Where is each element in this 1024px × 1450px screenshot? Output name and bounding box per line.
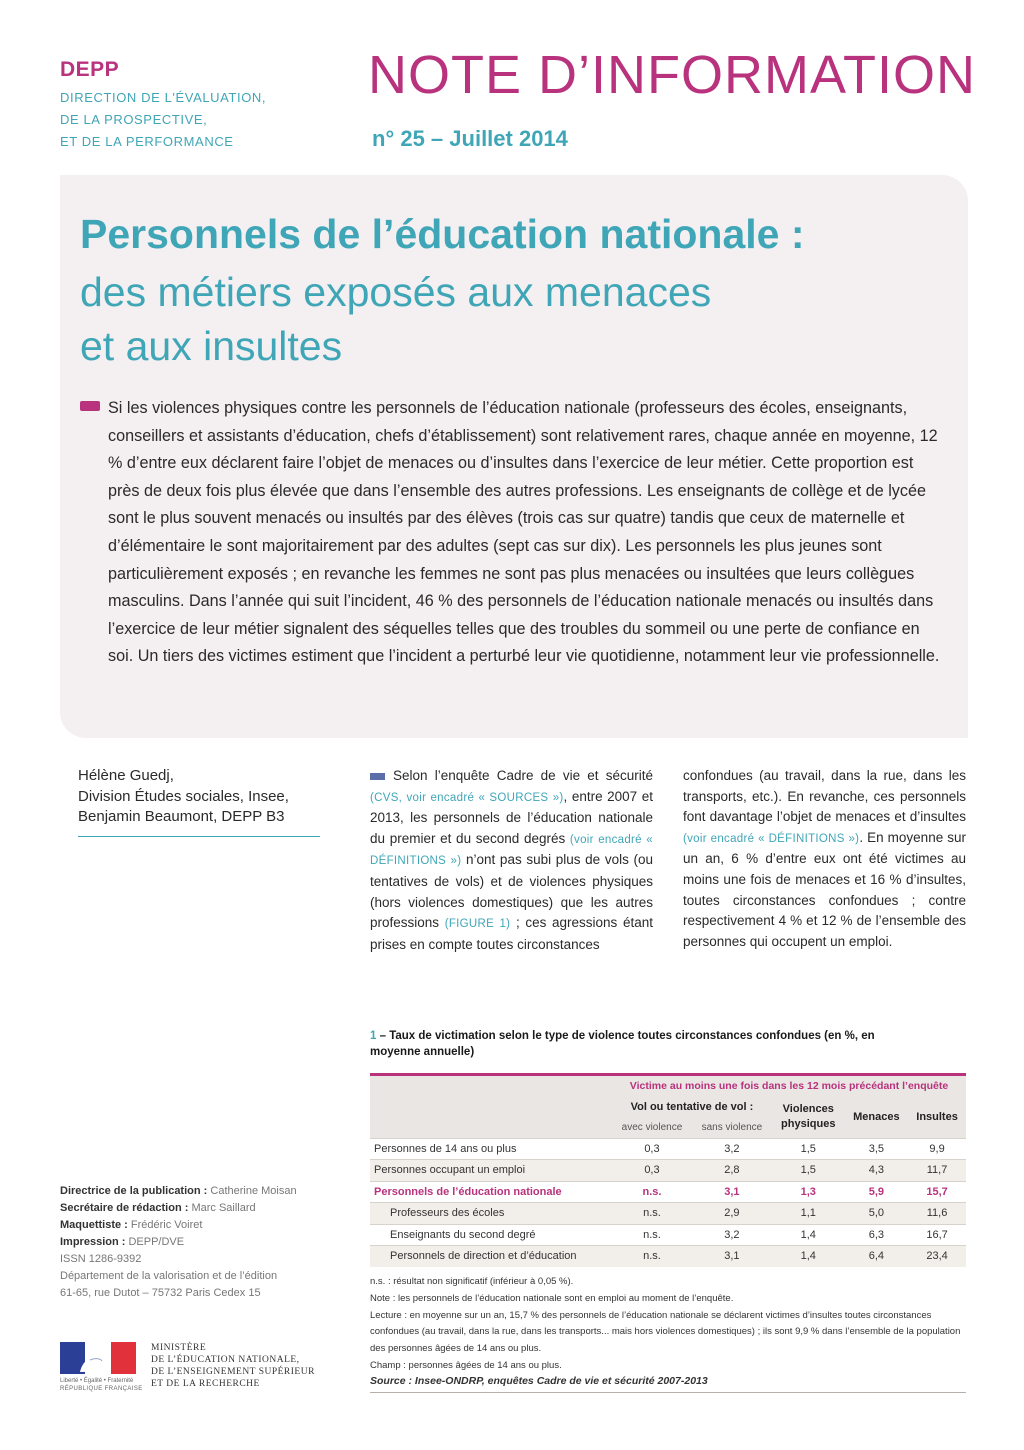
table-cell: 4,3 [845,1160,909,1182]
table-cell: 2,9 [692,1203,772,1225]
table-cell: 3,1 [692,1181,772,1203]
issue-number: n° 25 – Juillet 2014 [372,126,568,151]
org-line: ET DE LA PERFORMANCE [60,134,234,149]
info-value: Frédéric Voiret [130,1219,203,1231]
table-cell: 3,2 [692,1224,772,1246]
cross-reference: (CVS, voir encadré « SOURCES ») [370,791,564,804]
address: 61-65, rue Dutot – 75732 Paris Cedex 15 [60,1287,261,1299]
author-line: Benjamin Beaumont, DEPP B3 [78,808,285,825]
department: Département de la valorisation et de l’édition [60,1270,278,1282]
figure-title [370,1028,890,1060]
table-cell: 0,3 [612,1138,692,1160]
row-label: Personnes de 14 ans ou plus [370,1138,612,1160]
table-cell: 5,9 [845,1181,909,1203]
column-header: Violences physiques [772,1097,845,1139]
figure-notes [370,1274,966,1375]
info-label: Directrice de la publication : [60,1185,208,1197]
logo-republique: RÉPUBLIQUE FRANÇAISE [60,1386,143,1392]
body-text: confondues (au travail, dans la rue, dans les transports, etc.). En revanche, ces personnels font davantage l’objet de menaces et d’insultes [683,768,966,825]
table-cell: 0,3 [612,1160,692,1182]
column-header: sans violence [692,1117,772,1138]
table-cell: 9,9 [908,1138,966,1160]
column-header: Menaces [845,1097,909,1139]
org-name: DEPP [60,58,120,81]
row-label: Personnels de l’éducation nationale [370,1181,612,1203]
body-column-2 [683,766,966,952]
headline: et aux insultes [80,323,343,369]
row-label: Personnels de direction et d’éducation [370,1246,612,1267]
table-cell: 1,5 [772,1138,845,1160]
table-row [370,1138,966,1160]
author-line: Hélène Guedj, [78,767,174,784]
figure-note: Note : les personnels de l’éducation nationale sont en emploi au moment de l’enquête. [370,1292,734,1304]
headline: Personnels de l’éducation nationale : [80,211,805,257]
table-cell: 16,7 [908,1224,966,1246]
info-value: Catherine Moisan [210,1185,297,1197]
column-header: Vol ou tentative de vol : [612,1097,772,1118]
figure-note: Lecture : en moyenne sur un an, 15,7 % des personnels de l’éducation nationale se déclarent victimes d’insultes toutes circonstances confondues (au travail, dans la rue, dans les transports... mais hors violences domestiques) ; ils sont 9,9 % dans l’ensemble de la population des personnes âgées de 14 ans ou plus. [370,1309,961,1355]
table-cell: 11,6 [908,1203,966,1225]
org-line: DE LA PROSPECTIVE, [60,112,208,127]
info-value: DEPP/DVE [128,1236,185,1248]
table-cell: n.s. [612,1224,692,1246]
table-cell: 3,5 [845,1138,909,1160]
row-label: Personnes occupant un emploi [370,1160,612,1182]
table-cell: 1,4 [772,1224,845,1246]
table-cell: 1,1 [772,1203,845,1225]
body-text: n’ont pas subi plus de vols (ou tentatives de vols) et de violences physiques (hors violences domestiques) que les autres professions [370,852,653,931]
body-text: Selon l’enquête Cadre de vie et sécurité [393,768,653,783]
table-cell: 23,4 [908,1246,966,1267]
body-text: ; ces agressions étant prises en compte toutes circonstances [370,915,653,952]
authors [78,766,289,828]
figure-note: Champ : personnes âgées de 14 ans ou plus. [370,1359,562,1371]
table-cell: 5,0 [845,1203,909,1225]
figure-caption: – Taux de victimation selon le type de violence toutes circonstances confondues (en %, en moyenne annuelle) [370,1030,875,1058]
table-cell: 1,3 [772,1181,845,1203]
row-label: Enseignants du second degré [370,1224,612,1246]
row-label: Professeurs des écoles [370,1203,612,1225]
table-cell: 2,8 [692,1160,772,1182]
table-cell: 3,1 [692,1246,772,1267]
table-row [370,1224,966,1246]
publication-info [60,1183,297,1302]
logo-motto: Liberté • Égalité • Fraternité [60,1378,134,1384]
body-column-1 [370,766,653,955]
table-cell: 15,7 [908,1181,966,1203]
divider [78,836,320,837]
table-row [370,1160,966,1182]
cross-reference: (voir encadré « DÉFINITIONS ») [370,833,653,868]
table-cell: 3,2 [692,1138,772,1160]
marianne-flag-logo [60,1342,136,1374]
headline: des métiers exposés aux menaces [80,269,712,315]
info-label: Secrétaire de rédaction : [60,1202,189,1214]
table-cell: n.s. [612,1246,692,1267]
table-cell: n.s. [612,1203,692,1225]
cross-reference: (FIGURE 1) [444,918,511,931]
figure-note: n.s. : résultat non significatif (inférieur à 0,05 %). [370,1276,574,1287]
divider [370,1392,966,1393]
victimation-table [370,1073,966,1267]
author-line: Division Études sociales, Insee, [78,787,289,805]
bullet-marker [370,773,385,780]
column-header: Insultes [908,1097,966,1139]
table-row [370,1203,966,1225]
summary-text: Si les violences physiques contre les personnels de l’éducation nationale (professeurs des écoles, enseignants, conseillers et assistants d’éducation, chefs d’établissement) sont relativement rares, chaque année en moyenne, 12 % d’entre eux déclarent faire l’objet de menaces ou d’insultes dans l’exercice de leur métier. Cette proportion est près de deux fois plus élevée que dans l’ensemble des autres professions. Les enseignants de collège et de lycée sont le plus souvent menacés ou insultés par des élèves (trois cas sur quatre) tandis que ceux de maternelle et d’élémentaire le sont majoritairement par des adultes (sept cas sur dix). Les personnels les plus jeunes sont particulièrement exposés ; en revanche les femmes ne sont pas plus menacées ou insultées que leurs collègues masculins. Dans l’année qui suit l’incident, 46 % des personnels de l’éducation nationale menacés ou insultés dans l’exercice de leur métier signalent des séquelles telles que des troubles du sommeil ou une perte de confiance en soi. Un tiers des victimes estiment que l’incident a perturbé leur vie quotidienne, notamment leur vie professionnelle. [108,399,940,666]
table-group-header: Victime au moins une fois dans les 12 mois précédant l’enquête [612,1075,966,1097]
cross-reference: (voir encadré « DÉFINITIONS ») [683,832,860,845]
table-cell: 11,7 [908,1160,966,1182]
table-cell: 1,5 [772,1160,845,1182]
table-cell: 6,3 [845,1224,909,1246]
figure-source: Source : Insee-ONDRP, enquêtes Cadre de vie et sécurité 2007-2013 [370,1375,708,1387]
figure-number: 1 [370,1030,377,1042]
body-text: . En moyenne sur un an, 6 % d’entre eux ont été victimes au moins une fois de menaces et 16 % d’insultes, toutes circonstances confondues ; contre respectivement 4 % et 12 % de l’ensemble des personnes qui occupent un emploi. [683,829,967,949]
table-cell: 6,4 [845,1246,909,1267]
info-label: Impression : [60,1236,126,1248]
table-cell: n.s. [612,1181,692,1203]
org-line: DIRECTION DE L'ÉVALUATION, [60,90,267,105]
body-text: , entre 2007 et 2013, les personnels de l’éducation nationale du premier et du second degrés [370,788,653,846]
info-value: Marc Saillard [191,1202,256,1214]
ministry-name: MINISTÈRE DE L’ÉDUCATION NATIONALE, DE L’ENSEIGNEMENT SUPÉRIEUR ET DE LA RECHERCHE [151,1343,315,1389]
info-label: Maquettiste : [60,1219,128,1231]
table-cell: 1,4 [772,1246,845,1267]
publication-title: NOTE D’INFORMATION [368,45,976,105]
bullet-marker [80,401,100,411]
table-row [370,1246,966,1267]
issn: ISSN 1286-9392 [60,1253,142,1265]
column-header: avec violence [612,1117,692,1138]
table-row [370,1181,966,1203]
